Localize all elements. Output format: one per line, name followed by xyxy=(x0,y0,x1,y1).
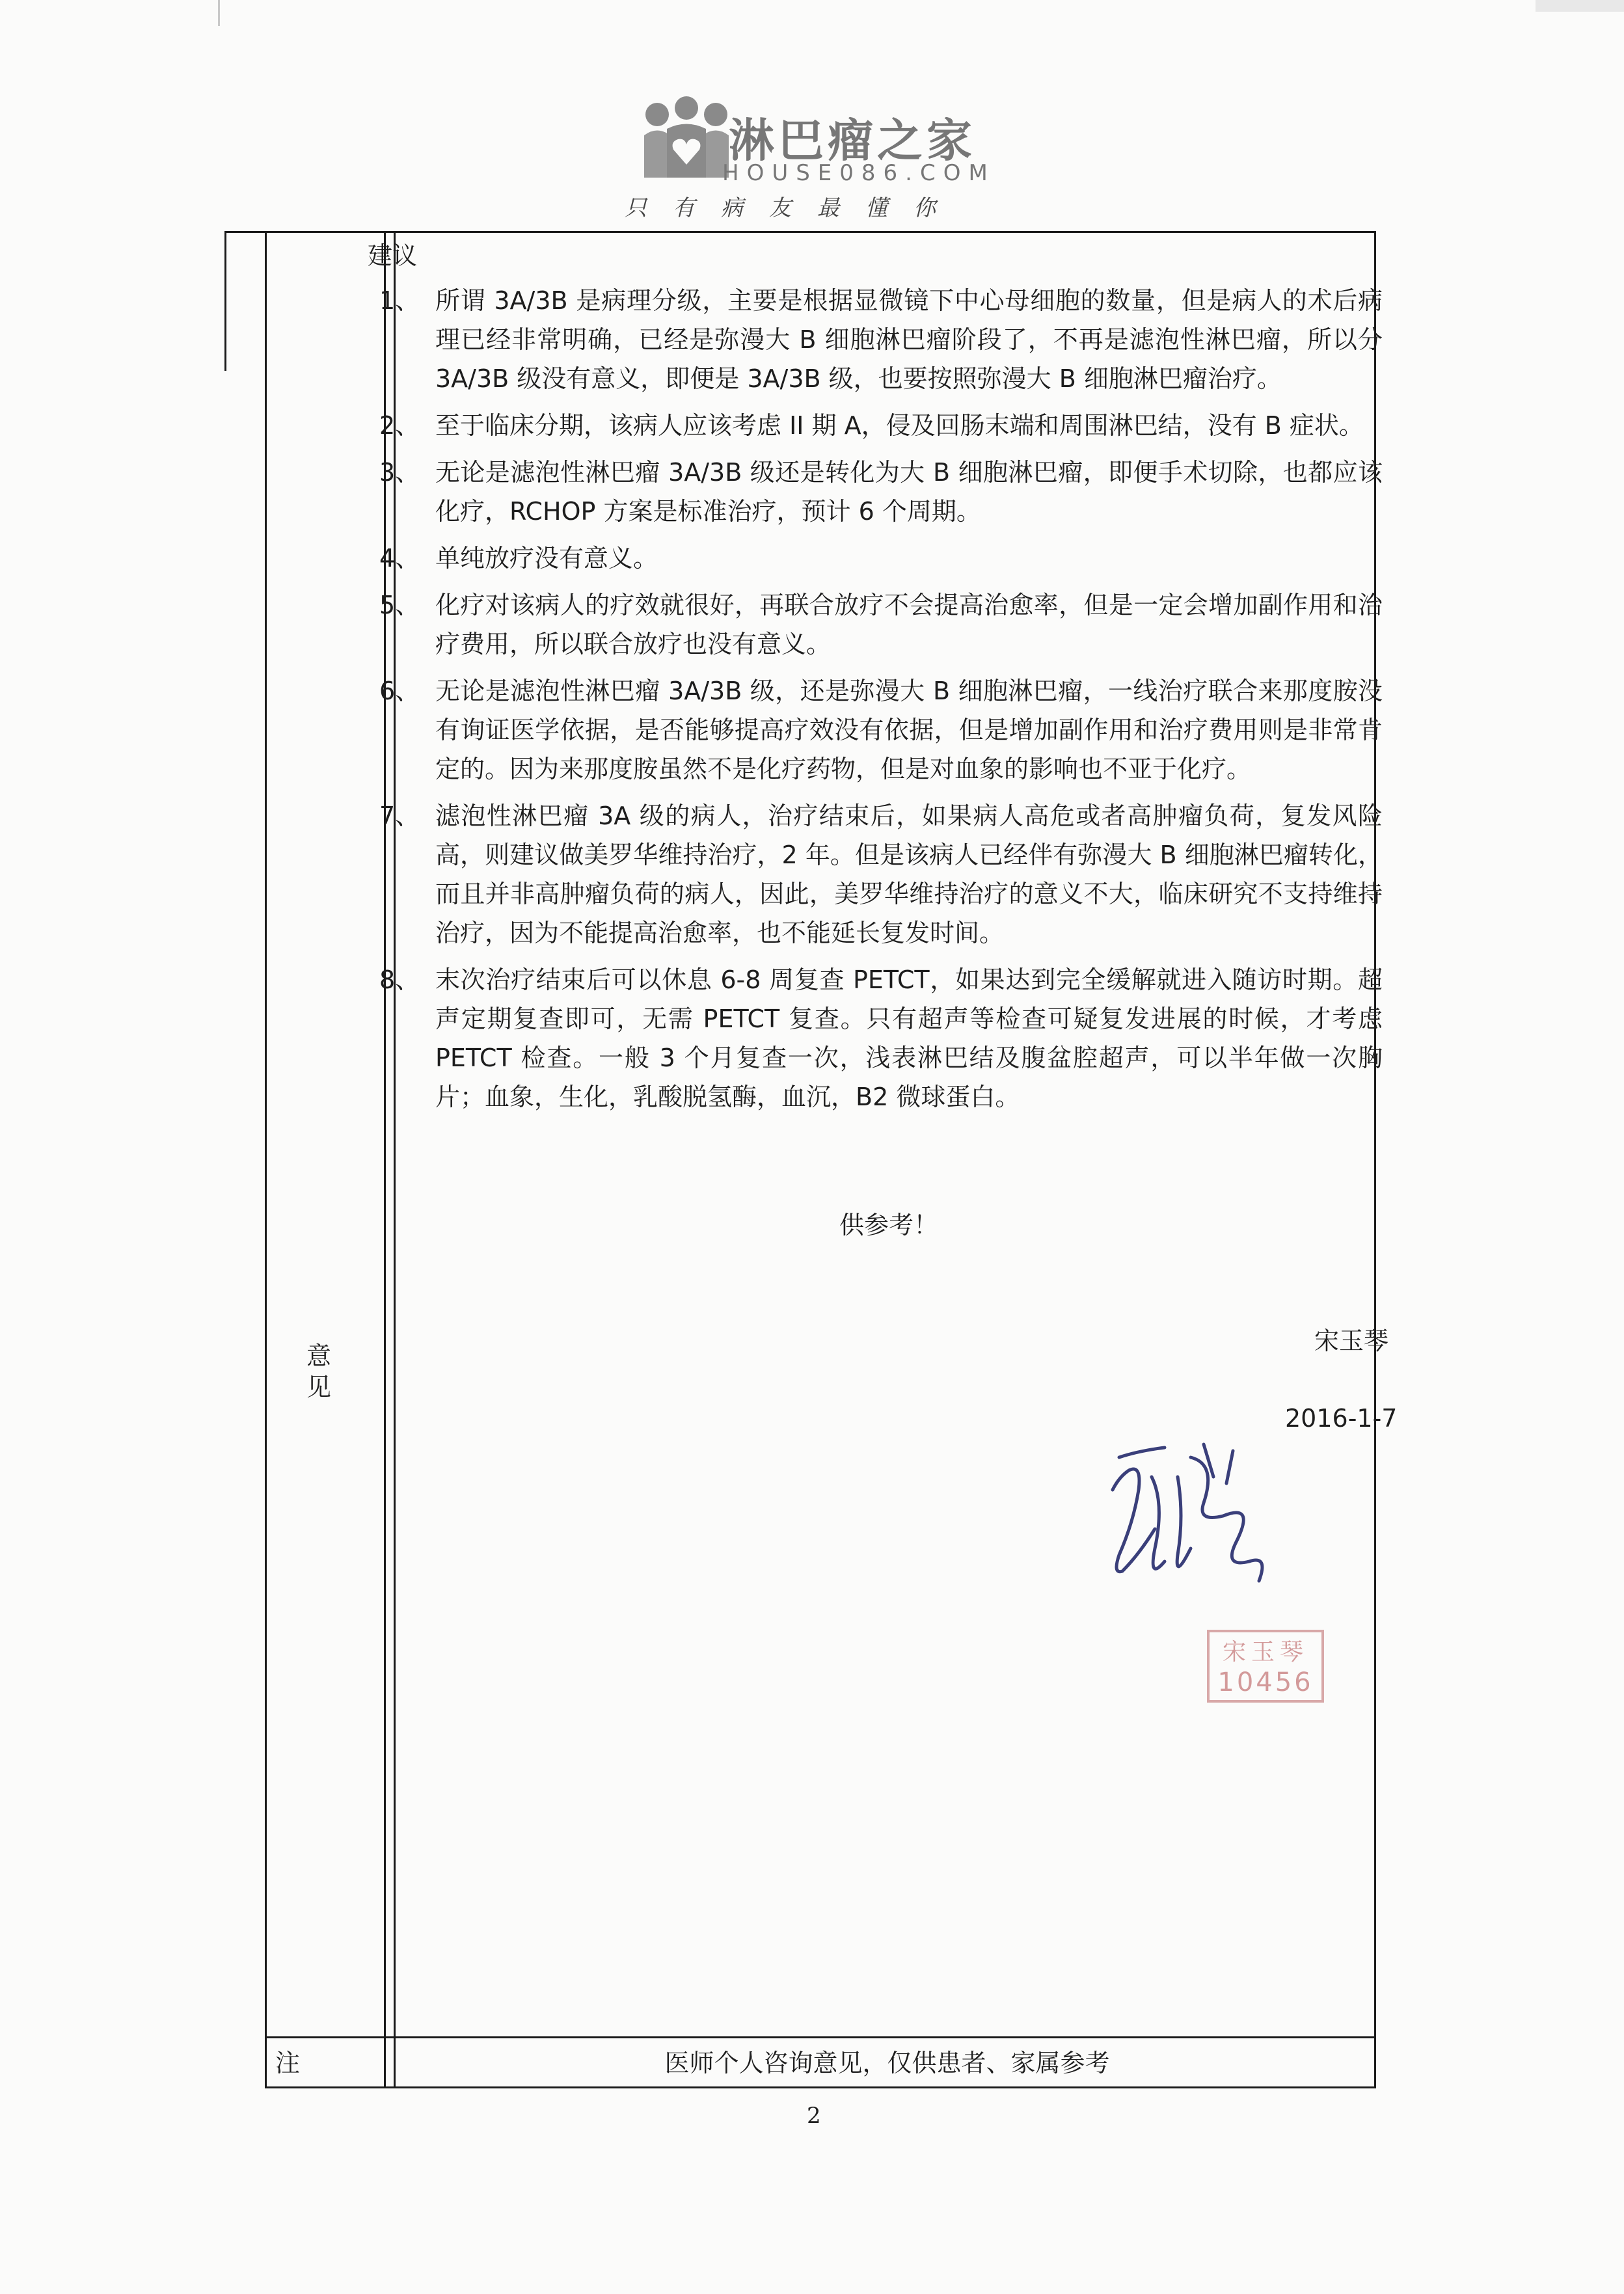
list-item-number: 6、 xyxy=(379,677,420,705)
closing-remark: 供参考！ xyxy=(839,1211,939,1239)
list-item-number: 4、 xyxy=(379,544,420,573)
row-label-opinion: 意见 xyxy=(306,1342,331,1401)
list-item-text: 单纯放疗没有意义。 xyxy=(435,544,658,573)
list-item-text: 无论是滤泡性淋巴瘤 3A/3B 级，还是弥漫大 B 细胞淋巴瘤，一线治疗联合来那度胺没有询证医学依据，是否能够提高疗效没有依据，但是增加副作用和治疗费用则是非常肯定的。因为来那度胺虽然不是化疗药物，但是对血象的影响也不亚于化疗。 xyxy=(435,677,1383,783)
list-item-number: 3、 xyxy=(379,458,420,487)
list-item-text: 所谓 3A/3B 是病理分级，主要是根据显微镜下中心母细胞的数量，但是病人的术后病理已经非常明确，已经是弥漫大 B 细胞淋巴瘤阶段了，不再是滤泡性淋巴瘤，所以分 3A/3B 级没有意义，即便是 3A/3B 级，也要按照弥漫大 B 细胞淋巴瘤治疗。 xyxy=(435,286,1383,393)
logo-url: HOUSE086.COM xyxy=(722,160,995,186)
list-item xyxy=(368,586,1383,664)
stamp-number: 10456 xyxy=(1217,1667,1314,1697)
stamp-name: 宋玉琴 xyxy=(1222,1639,1308,1666)
list-item-number: 8、 xyxy=(379,965,420,994)
logo-title: 淋巴瘤之家 xyxy=(729,114,976,167)
list-item xyxy=(368,453,1383,531)
table-border-left xyxy=(265,231,267,2088)
table-border-bottom xyxy=(265,2086,1376,2088)
list-item xyxy=(368,960,1383,1116)
table-border-middle xyxy=(265,2036,1376,2038)
note-text: 医师个人咨询意见，仅供患者、家属参考 xyxy=(664,2049,1110,2077)
scan-corner-mark xyxy=(1536,0,1624,12)
list-item-number: 1、 xyxy=(379,286,420,315)
list-item-text: 滤泡性淋巴瘤 3A 级的病人，治疗结束后，如果病人高危或者高肿瘤负荷，复发风险高，则建议做美罗华维持治疗，2 年。但是该病人已经伴有弥漫大 B 细胞淋巴瘤转化，而且并非高肿瘤负荷的病人，因此，美罗华维持治疗的意义不大，临床研究不支持维持治疗，因为不能提高治愈率，也不能延长复发时间。 xyxy=(435,802,1383,947)
list-item xyxy=(368,796,1383,952)
opinion-heading: 建议 xyxy=(368,241,418,270)
list-item xyxy=(368,539,1383,578)
people-heart-icon xyxy=(638,96,735,181)
list-item-number: 5、 xyxy=(379,591,420,619)
list-item xyxy=(368,671,1383,789)
scan-edge-mark xyxy=(218,0,220,26)
list-item-number: 7、 xyxy=(379,802,420,830)
handwritten-signature xyxy=(1093,1431,1282,1626)
signer-name: 宋玉琴 xyxy=(1314,1327,1389,1355)
signature-date: 2016-1-7 xyxy=(1285,1404,1398,1433)
table-border-outer-left xyxy=(224,231,226,371)
page-number: 2 xyxy=(807,2103,821,2129)
doctor-stamp xyxy=(1207,1630,1324,1703)
opinion-content xyxy=(368,239,1383,1124)
list-item xyxy=(368,406,1383,445)
list-item-text: 末次治疗结束后可以休息 6-8 周复查 PETCT，如果达到完全缓解就进入随访时期。超声定期复查即可，无需 PETCT 复查。只有超声等检查可疑复发进展的时候，才考虑 PETCT 检查。一般 3 个月复查一次，浅表淋巴结及腹盆腔超声，可以半年做一次胸片；血象，生化，乳酸脱氢酶，血沉，B2 微球蛋白。 xyxy=(435,965,1383,1111)
list-item-number: 2、 xyxy=(379,411,420,440)
slogan: 只有病友最懂你 xyxy=(625,195,962,221)
table-border-top xyxy=(224,231,1376,233)
list-item-text: 无论是滤泡性淋巴瘤 3A/3B 级还是转化为大 B 细胞淋巴瘤，即便手术切除，也都应该化疗，RCHOP 方案是标准治疗，预计 6 个周期。 xyxy=(435,458,1383,526)
row-label-note: 注 xyxy=(275,2049,301,2077)
list-item-text: 至于临床分期，该病人应该考虑 II 期 A，侵及回肠末端和周围淋巴结，没有 B 症状。 xyxy=(435,411,1364,440)
list-item-text: 化疗对该病人的疗效就很好，再联合放疗不会提高治愈率，但是一定会增加副作用和治疗费用，所以联合放疗也没有意义。 xyxy=(435,591,1383,658)
list-item xyxy=(368,281,1383,398)
